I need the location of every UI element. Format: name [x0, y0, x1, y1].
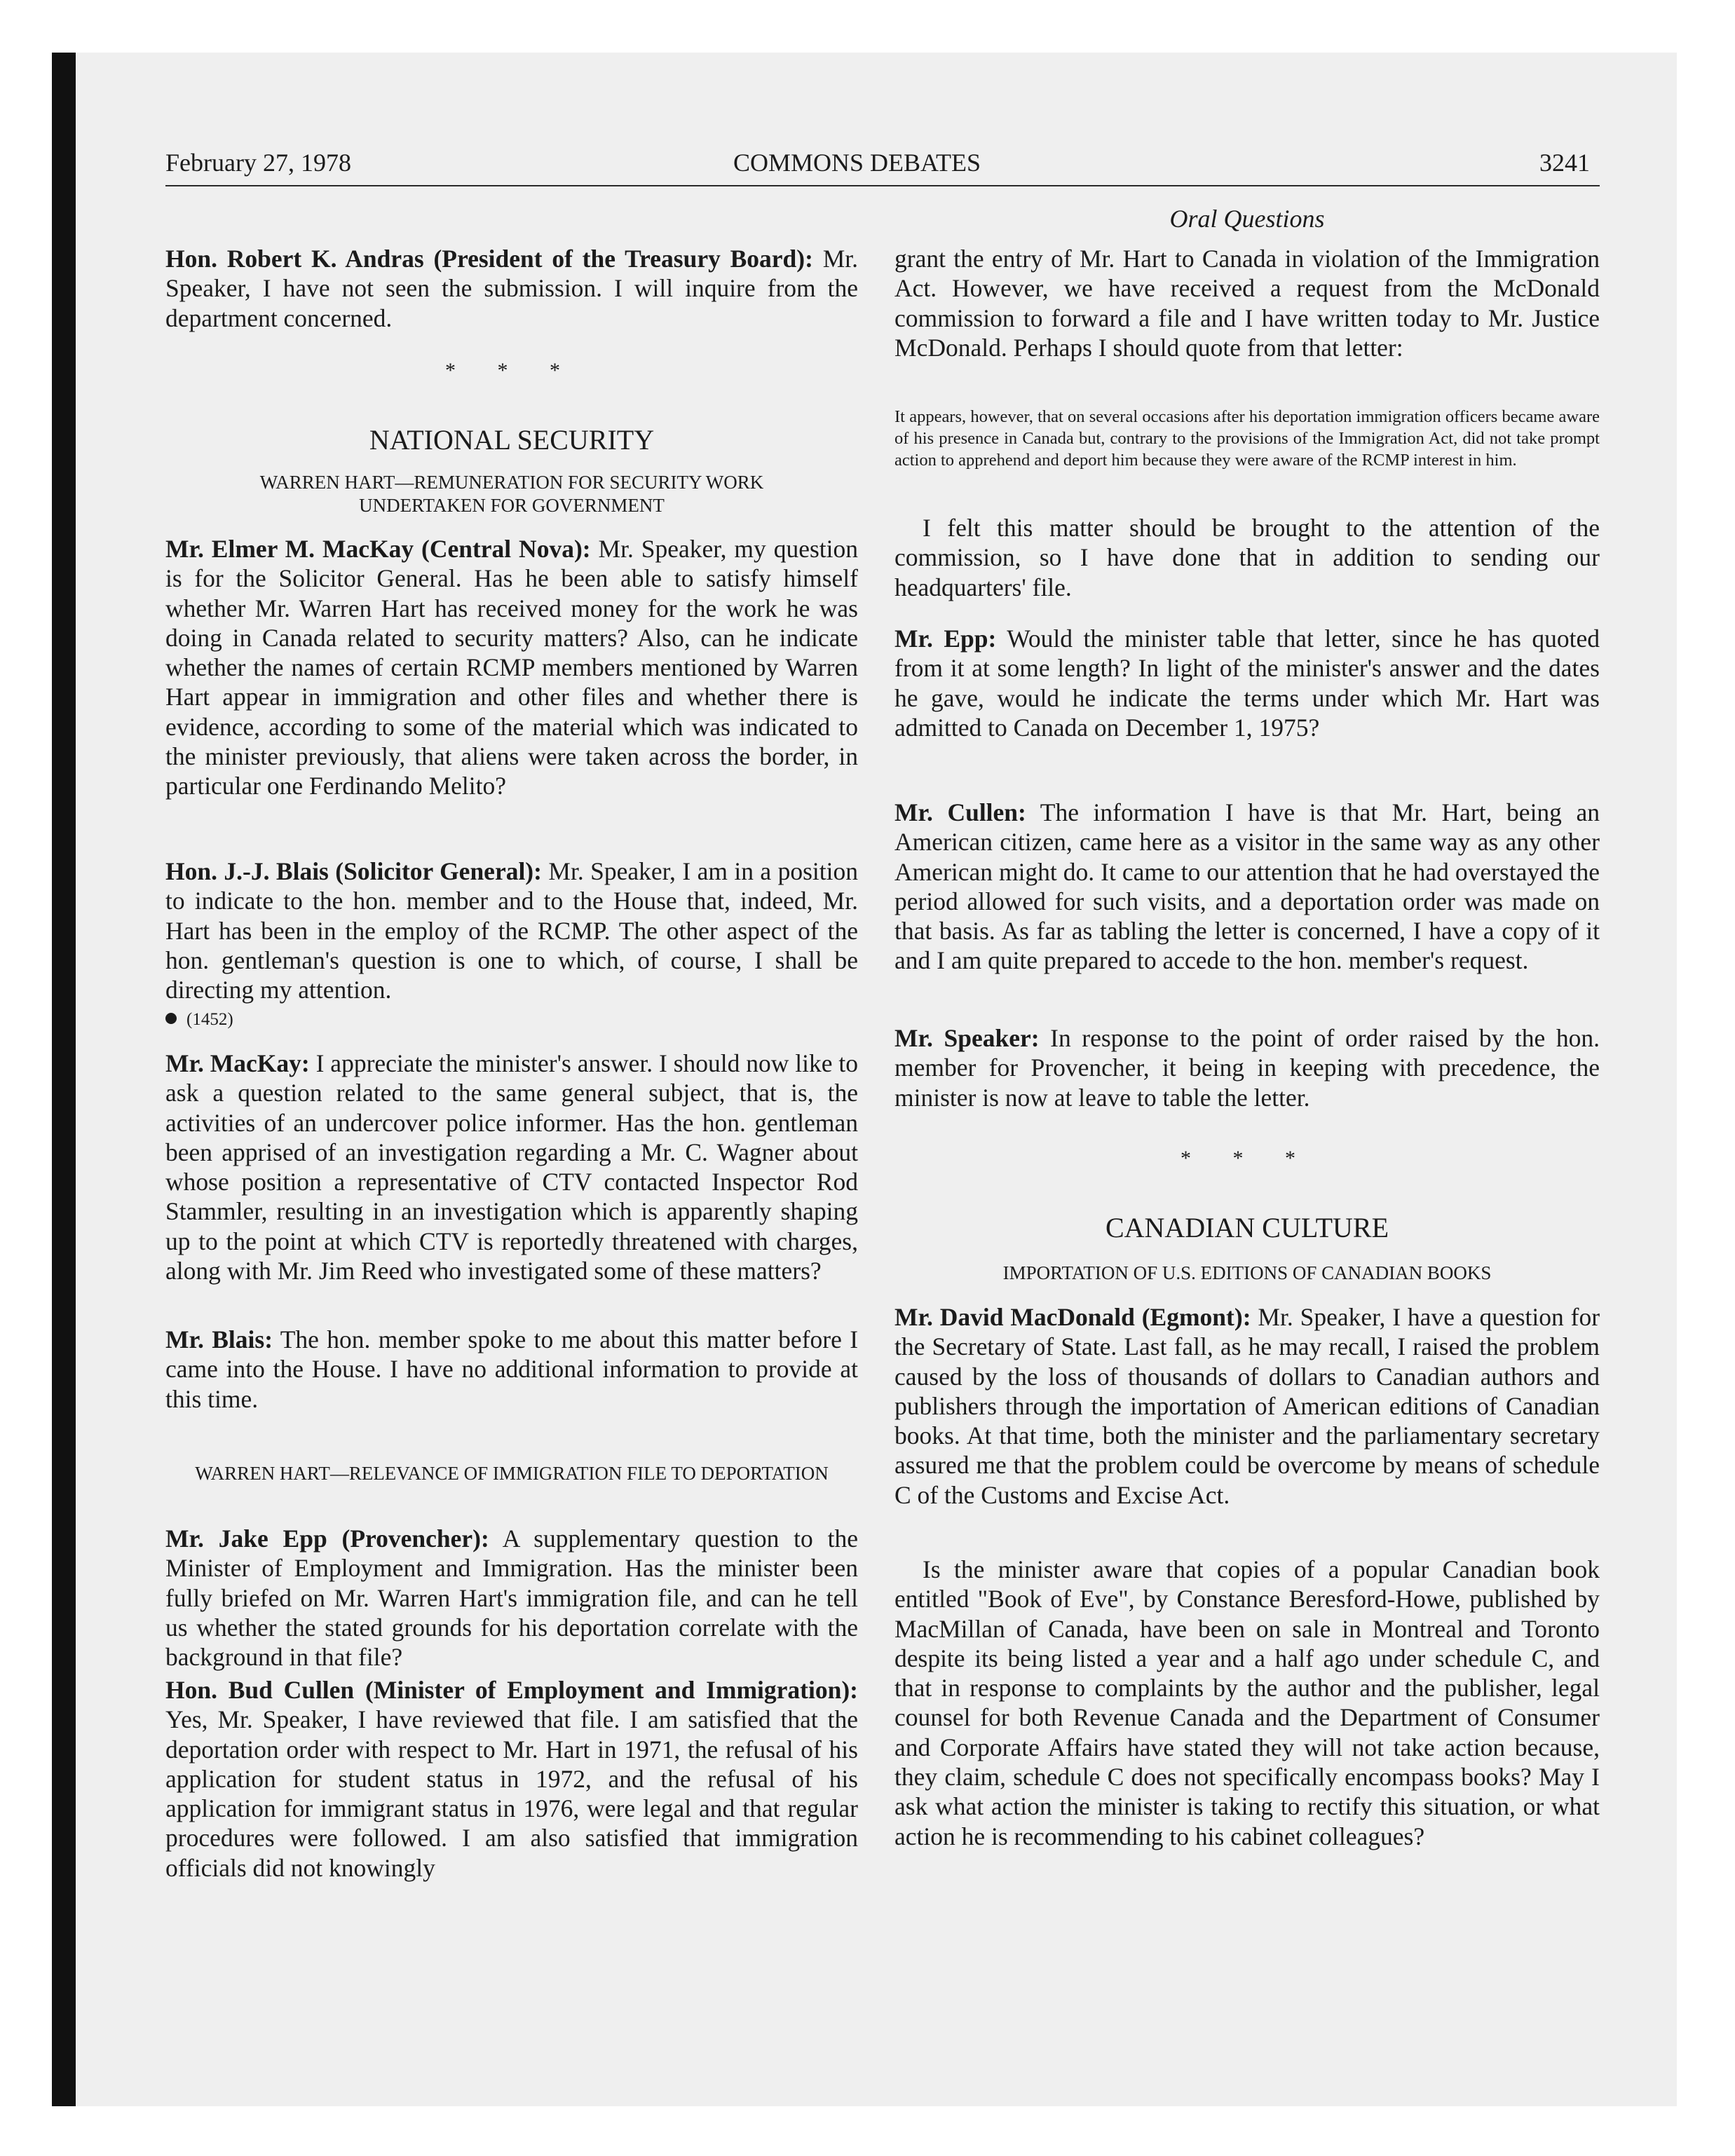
quoted-letter: It appears, however, that on several occasions after his deportation immigration officers became aware of his presence in Canada but, contrary to the provisions of the Immigration Act, did not take prompt action to apprehend and deport him because they were aware of the RCMP interest in him.	[894, 407, 1600, 470]
speaker-name: Hon. J.-J. Blais (Solicitor General):	[165, 857, 542, 885]
speech-text: grant the entry of Mr. Hart to Canada in violation of the Immigration Act. However, we have received a request from the McDonald commission to forward a file and I have written today to Mr. Justice McDonald. Perhaps I should quote from that letter:	[894, 245, 1600, 362]
bullet-icon	[165, 1013, 177, 1024]
speech-text: Would the minister table that letter, since he has quoted from it at some length? In light of the minister's answer and the dates he gave, would he indicate the terms under which Mr. Hart was admitted to Canada on December 1, 1975?	[894, 625, 1600, 742]
speaker-name: Mr. Jake Epp (Provencher):	[165, 1524, 489, 1553]
header-rule	[165, 185, 1600, 186]
speech-text: In response to the point of order raised by the hon. member for Provencher, it being in keeping with precedence, the minister is now at leave to table the letter.	[894, 1024, 1600, 1112]
paragraph	[894, 1302, 1600, 1510]
subheading: IMPORTATION OF U.S. EDITIONS OF CANADIAN BOOKS	[1002, 1262, 1492, 1283]
speaker-name: Mr. MacKay:	[165, 1049, 310, 1077]
speech-text: Mr. Speaker, my question is for the Solicitor General. Has he been able to satisfy himself whether Mr. Warren Hart has received money for the work he was doing in Canada related to security matters? Also, can he indicate whether the names of certain RCMP members mentioned by Warren Hart appear in immigration and other files and whether there is evidence, according to some of the material which was indicated to the minister previously, that aliens were taken across the border, in particular one Ferdinando Melito?	[165, 535, 858, 800]
speech-text: Is the minister aware that copies of a popular Canadian book entitled "Book of Eve", by Constance Beresford-Howe, published by MacMillan of Canada, have been on sale in Montreal and Toronto despite its being listed a year and a half ago under schedule C, and that in response to complaints by the author and the publisher, legal counsel for both Revenue Canada and the Department of Consumer and Corporate Affairs have stated they will not take action because, they claim, schedule C does not specifically encompass books? May I ask what action the minister is taking to rectify this situation, or what action he is recommending to his cabinet colleagues?	[894, 1555, 1600, 1850]
section-separator: * * *	[445, 359, 578, 382]
paragraph	[165, 1325, 858, 1414]
paragraph	[894, 513, 1600, 602]
speech-text: Mr. Speaker, I am in a position to indicate to the hon. member and to the House that, indeed, Mr. Hart has been in the employ of the RCMP. The other aspect of the hon. gentleman's question is one to which, of course, I shall be directing my attention.	[165, 857, 858, 1004]
speech-text: Mr. Speaker, I have a question for the Secretary of State. Last fall, as he may recall, I raised the problem caused by the loss of thousands of dollars to Canadian authors and publishers through the importation of American editions of Canadian books. At that time, both the minister and the parliamentary secretary assured me that the problem could be overcome by means of schedule C of the Customs and Excise Act.	[894, 1303, 1600, 1509]
speech-text: A supplementary question to the Minister of Employment and Immigration. Has the minister been fully briefed on Mr. Warren Hart's immigration file, and can he tell us whether the stated grounds for his deportation correlate with the background in that file?	[165, 1524, 858, 1672]
page-number: 3241	[1539, 149, 1590, 177]
speaker-name: Mr. Epp:	[894, 625, 997, 653]
speaker-name: Mr. Blais:	[165, 1325, 273, 1353]
speech-text: The hon. member spoke to me about this matter before I came into the House. I have no additional information to provide at this time.	[165, 1325, 859, 1413]
time-marker	[165, 1009, 233, 1030]
paragraph	[165, 1524, 858, 1672]
paragraph	[165, 534, 858, 801]
section-separator: * * *	[1181, 1147, 1314, 1170]
speaker-name: Mr. Cullen:	[894, 798, 1026, 826]
speaker-name: Mr. Speaker:	[894, 1024, 1040, 1052]
section-heading: CANADIAN CULTURE	[1105, 1212, 1389, 1243]
header-title: COMMONS DEBATES	[733, 149, 981, 177]
paragraph	[165, 244, 858, 333]
header-date: February 27, 1978	[165, 149, 351, 177]
subheading: WARREN HART—REMUNERATION FOR SECURITY WORK UNDERTAKEN FOR GOVERNMENT	[259, 472, 764, 516]
speaker-name: Mr. Elmer M. MacKay (Central Nova):	[165, 535, 591, 563]
section-heading: NATIONAL SECURITY	[369, 424, 655, 456]
paragraph	[165, 1675, 858, 1883]
speech-text: Mr. Speaker, I have not seen the submission. I will inquire from the department concerned.	[165, 245, 858, 332]
binding-edge	[52, 53, 76, 2106]
speaker-name: Mr. David MacDonald (Egmont):	[894, 1303, 1251, 1331]
paragraph	[165, 857, 858, 1004]
subheading: WARREN HART—RELEVANCE OF IMMIGRATION FILE TO DEPORTATION	[195, 1463, 829, 1484]
paragraph	[894, 244, 1600, 362]
time-marker-text: (1452)	[186, 1010, 233, 1029]
paragraph	[165, 1049, 858, 1285]
paragraph	[894, 624, 1600, 742]
speech-text: Yes, Mr. Speaker, I have reviewed that file. I am satisfied that the deportation order with respect to Mr. Hart in 1971, the refusal of his application for student status in 1972, and the refusal of his application for immigrant status in 1976, were legal and that regular procedures were followed. I am also satisfied that immigration officials did not knowingly	[165, 1705, 858, 1882]
paragraph	[894, 1555, 1600, 1851]
speech-text: I felt this matter should be brought to the attention of the commission, so I have done that in addition to sending our headquarters' file.	[894, 514, 1600, 601]
speaker-name: Hon. Bud Cullen (Minister of Employment and Immigration):	[165, 1676, 858, 1704]
speaker-name: Hon. Robert K. Andras (President of the Treasury Board):	[165, 245, 813, 273]
paragraph	[894, 798, 1600, 976]
speech-text: I appreciate the minister's answer. I should now like to ask a question related to the same general subject, that is, the activities of an undercover police informer. Has the hon. gentleman been apprised of an investigation regarding a Mr. C. Wagner about whose position a representative of CTV contacted Inspector Rod Stammler, resulting in an investigation which is apparently shaping up to the point at which CTV is reportedly threatened with charges, along with Mr. Jim Reed who investigated some of these matters?	[165, 1049, 859, 1285]
paragraph	[894, 1023, 1600, 1112]
speech-text: The information I have is that Mr. Hart, being an American citizen, came here as a visitor in the same way as any other American might do. It came to our attention that he had overstayed the period allowed for such visits, and a deportation order was made on that basis. As far as tabling the letter is concerned, I have a copy of it and I am quite prepared to accede to the hon. member's request.	[894, 798, 1600, 975]
running-head: Oral Questions	[1169, 205, 1325, 233]
